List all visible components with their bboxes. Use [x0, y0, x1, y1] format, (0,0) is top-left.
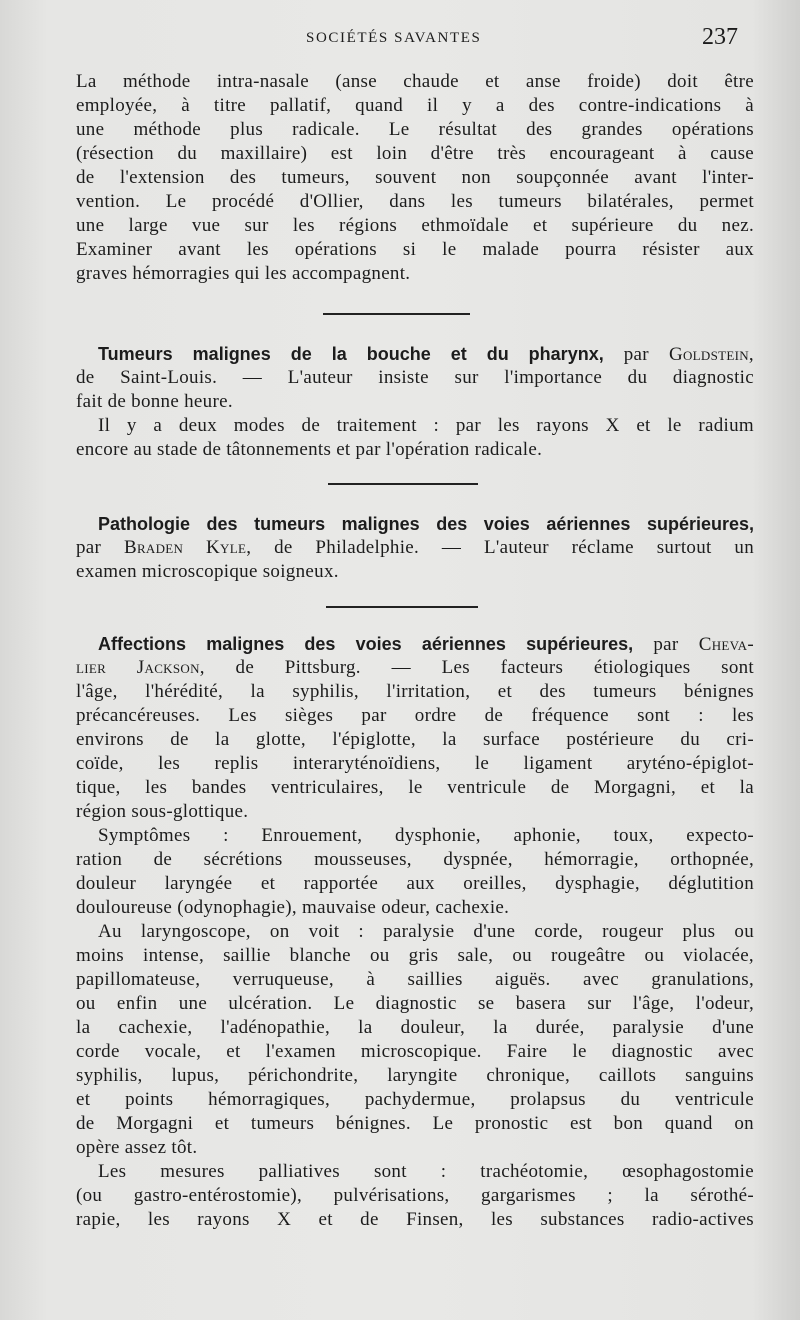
- text-line: Examiner avant les opérations si le malade pourra résister aux: [76, 239, 754, 260]
- paragraph-intro: [76, 70, 754, 286]
- text-line: de l'extension des tumeurs, souvent non soupçonnée avant l'inter-: [76, 167, 754, 188]
- text-line: Au laryngoscope, on voit : paralysie d'une corde, rougeur plus ou: [98, 921, 754, 942]
- text-line: une large vue sur les régions ethmoïdale et supérieure du nez.: [76, 215, 754, 236]
- text-line: rapie, les rayons X et de Finsen, les substances radio-actives: [76, 1209, 754, 1230]
- author-name: Cheva-: [698, 634, 754, 655]
- text-line: de Morgagni et tumeurs bénignes. Le pronostic est bon quand on: [76, 1113, 754, 1134]
- author-name: Braden Kyle,: [123, 537, 252, 558]
- text-line: région sous-glottique.: [76, 801, 249, 822]
- author-name: lier Jackson,: [76, 657, 205, 678]
- text-line: papillomateuse, verruqueuse, à saillies aiguës. avec granulations,: [76, 969, 754, 990]
- text-line: douleur laryngée et rapportée aux oreilles, dysphagie, déglutition: [76, 873, 754, 894]
- section-tumeurs-bouche: [76, 342, 754, 462]
- text-line: (résection du maxillaire) est loin d'être très encourageant à cause: [76, 143, 754, 164]
- text-line: précancéreuses. Les sièges par ordre de fréquence sont : les: [76, 705, 754, 726]
- section-title: Affections malignes des voies aériennes supérieures,: [98, 634, 634, 654]
- text-line: La méthode intra-nasale (anse chaude et anse froide) doit être: [76, 71, 754, 92]
- text-line: syphilis, lupus, périchondrite, laryngite chronique, caillots sanguins: [76, 1065, 754, 1086]
- text-line: ou enfin une ulcération. Le diagnostic se basera sur l'âge, l'odeur,: [76, 993, 754, 1014]
- author-name: Goldstein,: [668, 344, 754, 365]
- text-line: moins intense, saillie blanche ou gris sale, ou rougeâtre ou violacée,: [76, 945, 754, 966]
- text-line: l'âge, l'hérédité, la syphilis, l'irritation, et des tumeurs bénignes: [76, 681, 754, 702]
- text-line: fait de bonne heure.: [76, 391, 233, 412]
- text-line: Il y a deux modes de traitement : par les rayons X et le radium: [98, 415, 754, 436]
- section-pathologie: [76, 512, 754, 584]
- section-divider: [323, 313, 470, 315]
- text-line: par Braden Kyle, de Philadelphie. — L'auteur réclame surtout un: [76, 537, 754, 558]
- section-heading-line: Affections malignes des voies aériennes supérieures, par Cheva-: [98, 634, 754, 655]
- text-line: (ou gastro-entérostomie), pulvérisations, gargarismes ; la sérothé-: [76, 1185, 754, 1206]
- page-header: [0, 24, 800, 52]
- section-heading-line: [76, 512, 754, 536]
- text-line: ration de sécrétions mousseuses, dyspnée, hémorragie, orthopnée,: [76, 849, 754, 870]
- text-line: vention. Le procédé d'Ollier, dans les tumeurs bilatérales, permet: [76, 191, 754, 212]
- text-line: Les mesures palliatives sont : trachéotomie, œsophagostomie: [98, 1161, 754, 1182]
- text-line: employée, à titre pallatif, quand il y a des contre-indications à: [76, 95, 754, 116]
- text-line: opère assez tôt.: [76, 1137, 198, 1158]
- text-line: environs de la glotte, l'épiglotte, la surface postérieure du cri-: [76, 729, 754, 750]
- text-line: Symptômes : Enrouement, dysphonie, aphonie, toux, expecto-: [98, 825, 754, 846]
- section-heading-line: Tumeurs malignes de la bouche et du pharynx, par Goldstein,: [98, 344, 754, 365]
- text-line: graves hémorragies qui les accompagnent.: [76, 263, 411, 284]
- section-divider: [326, 606, 478, 608]
- text-line: encore au stade de tâtonnements et par l'opération radicale.: [76, 439, 543, 460]
- running-head: SOCIÉTÉS SAVANTES: [306, 30, 482, 46]
- text-line: corde vocale, et l'examen microscopique. Faire le diagnostic avec: [76, 1041, 754, 1062]
- text-line: examen microscopique soigneux.: [76, 561, 339, 582]
- section-divider: [328, 483, 478, 485]
- text-line: la cachexie, l'adénopathie, la douleur, la durée, paralysie d'une: [76, 1017, 754, 1038]
- text-line: lier Jackson, de Pittsburg. — Les facteurs étiologiques sont: [76, 657, 754, 678]
- section-title: Pathologie des tumeurs malignes des voies aériennes supérieures,: [98, 514, 754, 534]
- section-title: Tumeurs malignes de la bouche et du pharynx,: [98, 344, 604, 364]
- text-line: de Saint-Louis. — L'auteur insiste sur l'importance du diagnostic: [76, 367, 754, 388]
- text-line: douloureuse (odynophagie), mauvaise odeur, cachexie.: [76, 897, 510, 918]
- text-line: une méthode plus radicale. Le résultat des grandes opérations: [76, 119, 754, 140]
- text-line: coïde, les replis interaryténoïdiens, le ligament aryténo-épiglot-: [76, 753, 754, 774]
- text-line: tique, les bandes ventriculaires, le ventricule de Morgagni, et la: [76, 777, 754, 798]
- page-number: 237: [702, 24, 738, 50]
- section-affections: [76, 632, 754, 1232]
- text-line: et points hémorragiques, pachydermue, prolapsus du ventricule: [76, 1089, 754, 1110]
